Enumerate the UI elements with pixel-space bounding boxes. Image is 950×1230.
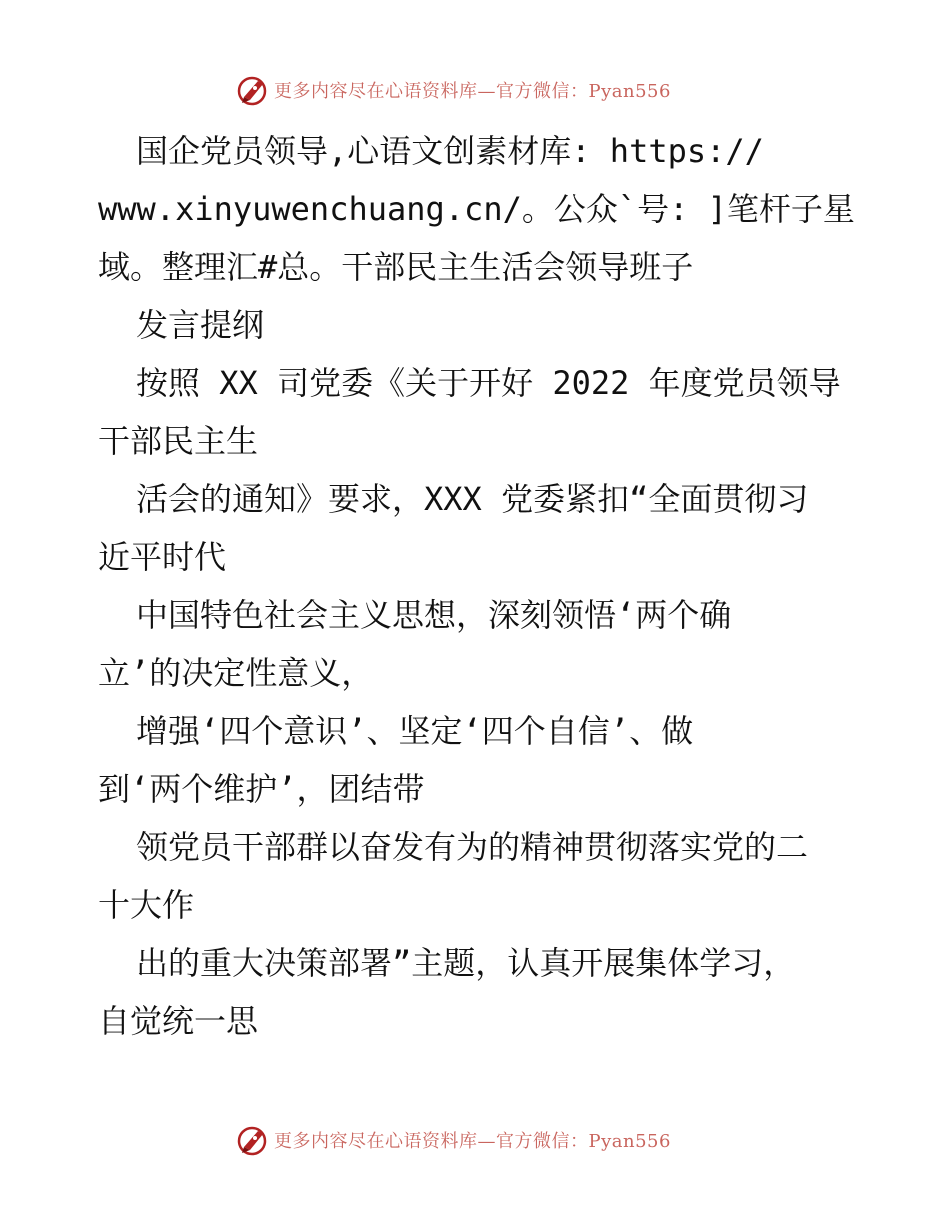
body-line: 干部民主生: [98, 422, 259, 460]
body-line: 领党员干部群以奋发有为的精神贯彻落实党的二: [136, 828, 809, 866]
header-banner-text: 更多内容尽在心语资料库—官方微信：Pyan556: [274, 81, 671, 102]
document-body: [98, 122, 858, 1050]
body-line: 活会的通知》要求，XXX 党委紧扣“全面贯彻习: [136, 480, 809, 518]
body-line: 近平时代: [98, 538, 227, 576]
footer-banner-text: 更多内容尽在心语资料库—官方微信：Pyan556: [274, 1131, 671, 1152]
body-line: 十大作: [98, 886, 195, 924]
body-line: 发言提纲: [136, 306, 265, 344]
pen-nib-circle-logo: [236, 1123, 270, 1157]
body-line: 国企党员领导,心语文创素材库: https://: [136, 132, 764, 170]
body-line: 立’的决定性意义，: [98, 654, 374, 692]
body-line: 自觉统一思: [98, 1002, 259, 1040]
body-line: www.xinyuwenchuang.cn/。公众`号: ]笔杆子星: [98, 190, 855, 228]
footer-banner: [236, 1120, 671, 1160]
header-banner: [236, 70, 671, 110]
body-line: 增强‘四个意识’、坚定‘四个自信’、做: [136, 712, 694, 750]
body-line: 中国特色社会主义思想，深刻领悟‘两个确: [136, 596, 732, 634]
body-line: 出的重大决策部署”主题，认真开展集体学习，: [136, 944, 796, 982]
body-line: 域。整理汇#总。干部民主生活会领导班子: [98, 248, 694, 286]
body-line: 到‘两个维护’，团结带: [98, 770, 425, 808]
body-line: 按照 XX 司党委《关于开好 2022 年度党员领导: [136, 364, 841, 402]
pen-nib-circle-logo: [236, 73, 270, 107]
